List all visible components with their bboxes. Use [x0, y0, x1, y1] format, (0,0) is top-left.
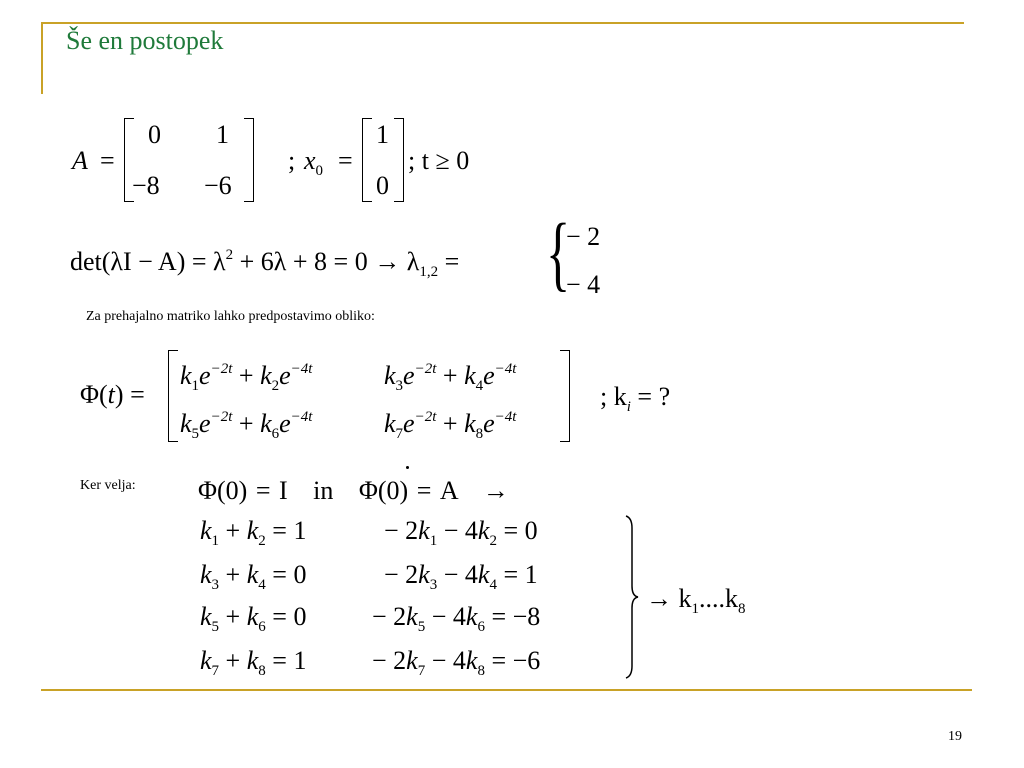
equation-row: − $2k_5 - 4k_6 = -8$: [372, 602, 541, 635]
matrix-a-cell: −8: [132, 171, 160, 200]
equation-row: $k_7 + k_8 = 1$: [200, 646, 307, 679]
phi-left-bracket: [168, 350, 178, 442]
phi-entry-12: $k_3e^{-2t} + k_4e^{-4t}$: [384, 361, 517, 394]
transition-matrix-note: Za prehajalno matriko lahko predpostavimo obliko:: [86, 309, 375, 324]
root-value: − 4: [566, 270, 601, 299]
phi-question: ; $k_i$ = ?: [600, 382, 671, 415]
phi-entry-22: $k_7e^{-2t} + k_8e^{-4t}$: [384, 409, 517, 442]
equals-sign: =: [338, 146, 353, 175]
equation-row: $k_1 + k_2 = 1$: [200, 516, 307, 549]
x0-left-bracket: [362, 118, 372, 202]
phi-lhs: Φ(t) =: [80, 380, 145, 409]
root-brace: {: [546, 207, 571, 300]
derivative-dot: [406, 466, 409, 469]
characteristic-equation: $\det(\lambda I - A) = \lambda^2 + 6\lambda + 8 = 0 \to \lambda_{1,2}$ =: [70, 247, 460, 280]
x0-cell: 0: [376, 171, 389, 200]
x0-label: $x_0$: [304, 146, 324, 179]
matrix-a-cell: 0: [148, 120, 161, 149]
page-number: 19: [948, 729, 962, 744]
phi-entry-11: $k_1e^{-2t} + k_2e^{-4t}$: [180, 361, 313, 394]
equation-row: − $2k_3 - 4k_4 = 1$: [384, 560, 538, 593]
matrix-a-cell: 1: [216, 120, 229, 149]
root-value: − 2: [566, 222, 601, 251]
separator: ;: [288, 146, 296, 175]
equation-row: $k_3 + k_4 = 0$: [200, 560, 307, 593]
title-accent-bar-horizontal: [41, 22, 964, 24]
phi-entry-21: $k_5e^{-2t} + k_6e^{-4t}$: [180, 409, 313, 442]
conditions-label: Ker velja:: [80, 478, 136, 493]
slide-title: Še en postopek: [66, 26, 224, 55]
equation-row: $k_5 + k_6 = 0$: [200, 602, 307, 635]
matrix-a-cell: −6: [204, 171, 232, 200]
x0-cell: 1: [376, 120, 389, 149]
footer-divider: [41, 689, 972, 691]
system-brace: [618, 514, 642, 680]
system-result: → $k_1....k_8$: [646, 584, 746, 617]
matrix-a-right-bracket: [244, 118, 254, 202]
matrix-a-lhs: A: [72, 146, 88, 175]
phi-right-bracket: [560, 350, 570, 442]
equation-row: − $2k_7 - 4k_8 = -6$: [372, 646, 541, 679]
x0-right-bracket: [394, 118, 404, 202]
equals-sign: =: [100, 146, 115, 175]
title-accent-bar-vertical: [41, 22, 43, 94]
equation-row: − $2k_1 - 4k_2 = 0$: [384, 516, 538, 549]
t-condition: ; t ≥ 0: [408, 146, 470, 175]
conditions-line: Φ(0) = I in Φ(0) = A →: [198, 476, 509, 505]
